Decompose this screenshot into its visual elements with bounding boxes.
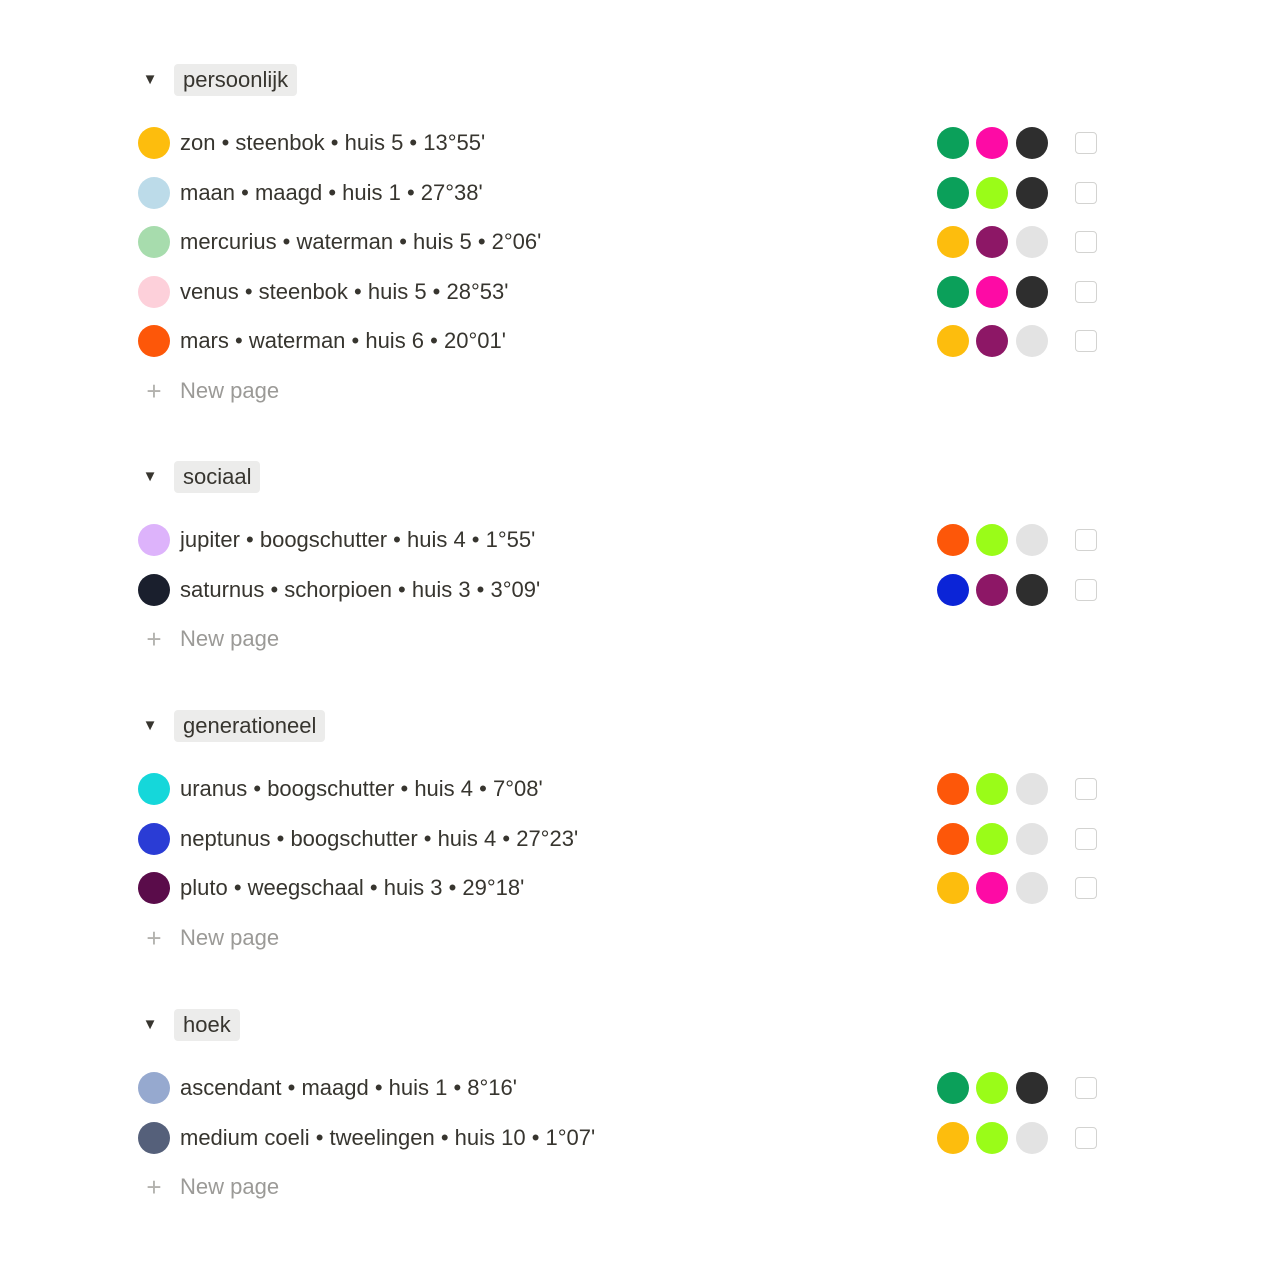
tag-color-dot <box>976 325 1008 357</box>
tag-color-dot <box>937 276 969 308</box>
planet-color-dot <box>138 574 170 606</box>
planet-color-dot <box>138 524 170 556</box>
row-title[interactable]: saturnus • schorpioen • huis 3 • 3°09' <box>180 576 541 602</box>
row-title[interactable]: mars • waterman • huis 6 • 20°01' <box>180 328 506 353</box>
tag-color-dot <box>976 872 1008 904</box>
tag-color-dot <box>1016 524 1048 556</box>
planet-color-dot <box>138 823 170 855</box>
collapse-toggle-icon[interactable]: ▼ <box>142 1016 158 1033</box>
list-item[interactable] <box>0 173 1280 213</box>
row-title[interactable]: medium coeli • tweelingen • huis 10 • 1°07' <box>180 1124 596 1150</box>
tag-color-dot <box>937 226 969 258</box>
tag-color-dot <box>976 276 1008 308</box>
list-item[interactable] <box>0 769 1280 809</box>
collapse-toggle-icon[interactable]: ▼ <box>142 71 158 88</box>
collapse-toggle-icon[interactable]: ▼ <box>142 468 158 485</box>
tag-color-dot <box>937 1072 969 1104</box>
new-page-label: New page <box>180 377 280 403</box>
tag-color-dot <box>937 773 969 805</box>
planet-color-dot <box>138 1122 170 1154</box>
group-title[interactable]: persoonlijk <box>174 64 297 96</box>
row-title[interactable]: neptunus • boogschutter • huis 4 • 27°23' <box>180 825 579 851</box>
list-item[interactable] <box>0 520 1280 560</box>
list-item[interactable] <box>0 123 1280 163</box>
group-title[interactable]: sociaal <box>174 461 260 493</box>
new-page-button[interactable] <box>140 1167 440 1207</box>
list-item[interactable] <box>0 272 1280 312</box>
row-title[interactable]: uranus • boogschutter • huis 4 • 7°08' <box>180 776 543 801</box>
row-title[interactable]: zon • steenbok • huis 5 • 13°55' <box>180 130 486 155</box>
checkbox[interactable] <box>1075 182 1097 204</box>
list-item[interactable] <box>0 868 1280 908</box>
planet-color-dot <box>138 127 170 159</box>
new-page-label: New page <box>180 1174 280 1199</box>
checkbox[interactable] <box>1075 330 1097 352</box>
tag-color-dot <box>937 127 969 159</box>
checkbox[interactable] <box>1075 579 1097 601</box>
group-title[interactable]: generationeel <box>174 710 325 742</box>
checkbox[interactable] <box>1075 1077 1097 1099</box>
checkbox[interactable] <box>1075 778 1097 800</box>
list-item[interactable] <box>0 321 1280 361</box>
row-title[interactable]: ascendant • maagd • huis 1 • 8°16' <box>180 1075 517 1100</box>
plus-icon: + <box>146 1172 162 1202</box>
plus-icon: + <box>146 375 162 406</box>
planet-color-dot <box>138 226 170 258</box>
tag-color-dot <box>1016 872 1048 904</box>
tag-color-dot <box>1016 773 1048 805</box>
checkbox[interactable] <box>1075 1127 1097 1149</box>
tag-color-dot <box>1016 226 1048 258</box>
tag-color-dot <box>1016 177 1048 209</box>
tag-color-dot <box>976 524 1008 556</box>
list-item[interactable] <box>0 1068 1280 1108</box>
list-item[interactable] <box>0 1118 1280 1158</box>
row-title[interactable]: venus • steenbok • huis 5 • 28°53' <box>180 278 509 304</box>
planet-color-dot <box>138 1072 170 1104</box>
tag-color-dot <box>976 127 1008 159</box>
new-page-button[interactable] <box>140 619 440 659</box>
tag-color-dot <box>937 524 969 556</box>
tag-color-dot <box>937 1122 969 1154</box>
checkbox[interactable] <box>1075 828 1097 850</box>
tag-color-dot <box>1016 1122 1048 1154</box>
tag-color-dot <box>1016 325 1048 357</box>
group-header <box>0 461 600 493</box>
tag-color-dot <box>937 872 969 904</box>
tag-color-dot <box>976 773 1008 805</box>
row-title[interactable]: pluto • weegschaal • huis 3 • 29°18' <box>180 875 525 900</box>
tag-color-dot <box>976 1122 1008 1154</box>
tag-color-dot <box>1016 823 1048 855</box>
new-page-button[interactable] <box>140 371 440 411</box>
tag-color-dot <box>1016 127 1048 159</box>
planet-color-dot <box>138 325 170 357</box>
list-item[interactable] <box>0 819 1280 859</box>
checkbox[interactable] <box>1075 529 1097 551</box>
checkbox[interactable] <box>1075 281 1097 303</box>
list-item[interactable] <box>0 222 1280 262</box>
checkbox[interactable] <box>1075 132 1097 154</box>
tag-color-dot <box>976 226 1008 258</box>
tag-color-dot <box>937 325 969 357</box>
planet-color-dot <box>138 872 170 904</box>
group-header <box>0 64 600 96</box>
list-item[interactable] <box>0 570 1280 610</box>
tag-color-dot <box>937 177 969 209</box>
planet-color-dot <box>138 276 170 308</box>
tag-color-dot <box>976 1072 1008 1104</box>
planet-color-dot <box>138 177 170 209</box>
group-header <box>0 710 600 742</box>
tag-color-dot <box>937 574 969 606</box>
checkbox[interactable] <box>1075 877 1097 899</box>
tag-color-dot <box>1016 276 1048 308</box>
row-title[interactable]: mercurius • waterman • huis 5 • 2°06' <box>180 229 542 254</box>
plus-icon: + <box>146 624 162 654</box>
checkbox[interactable] <box>1075 231 1097 253</box>
tag-color-dot <box>976 177 1008 209</box>
tag-color-dot <box>937 823 969 855</box>
tag-color-dot <box>1016 1072 1048 1104</box>
new-page-button[interactable] <box>140 918 440 958</box>
row-title[interactable]: maan • maagd • huis 1 • 27°38' <box>180 179 483 205</box>
collapse-toggle-icon[interactable]: ▼ <box>142 717 158 734</box>
new-page-label: New page <box>180 924 280 950</box>
planet-color-dot <box>138 773 170 805</box>
tag-color-dot <box>976 574 1008 606</box>
plus-icon: + <box>146 922 162 953</box>
new-page-label: New page <box>180 626 280 651</box>
group-title[interactable]: hoek <box>174 1009 240 1041</box>
row-title[interactable]: jupiter • boogschutter • huis 4 • 1°55' <box>180 527 536 552</box>
group-header <box>0 1009 600 1041</box>
tag-color-dot <box>1016 574 1048 606</box>
tag-color-dot <box>976 823 1008 855</box>
